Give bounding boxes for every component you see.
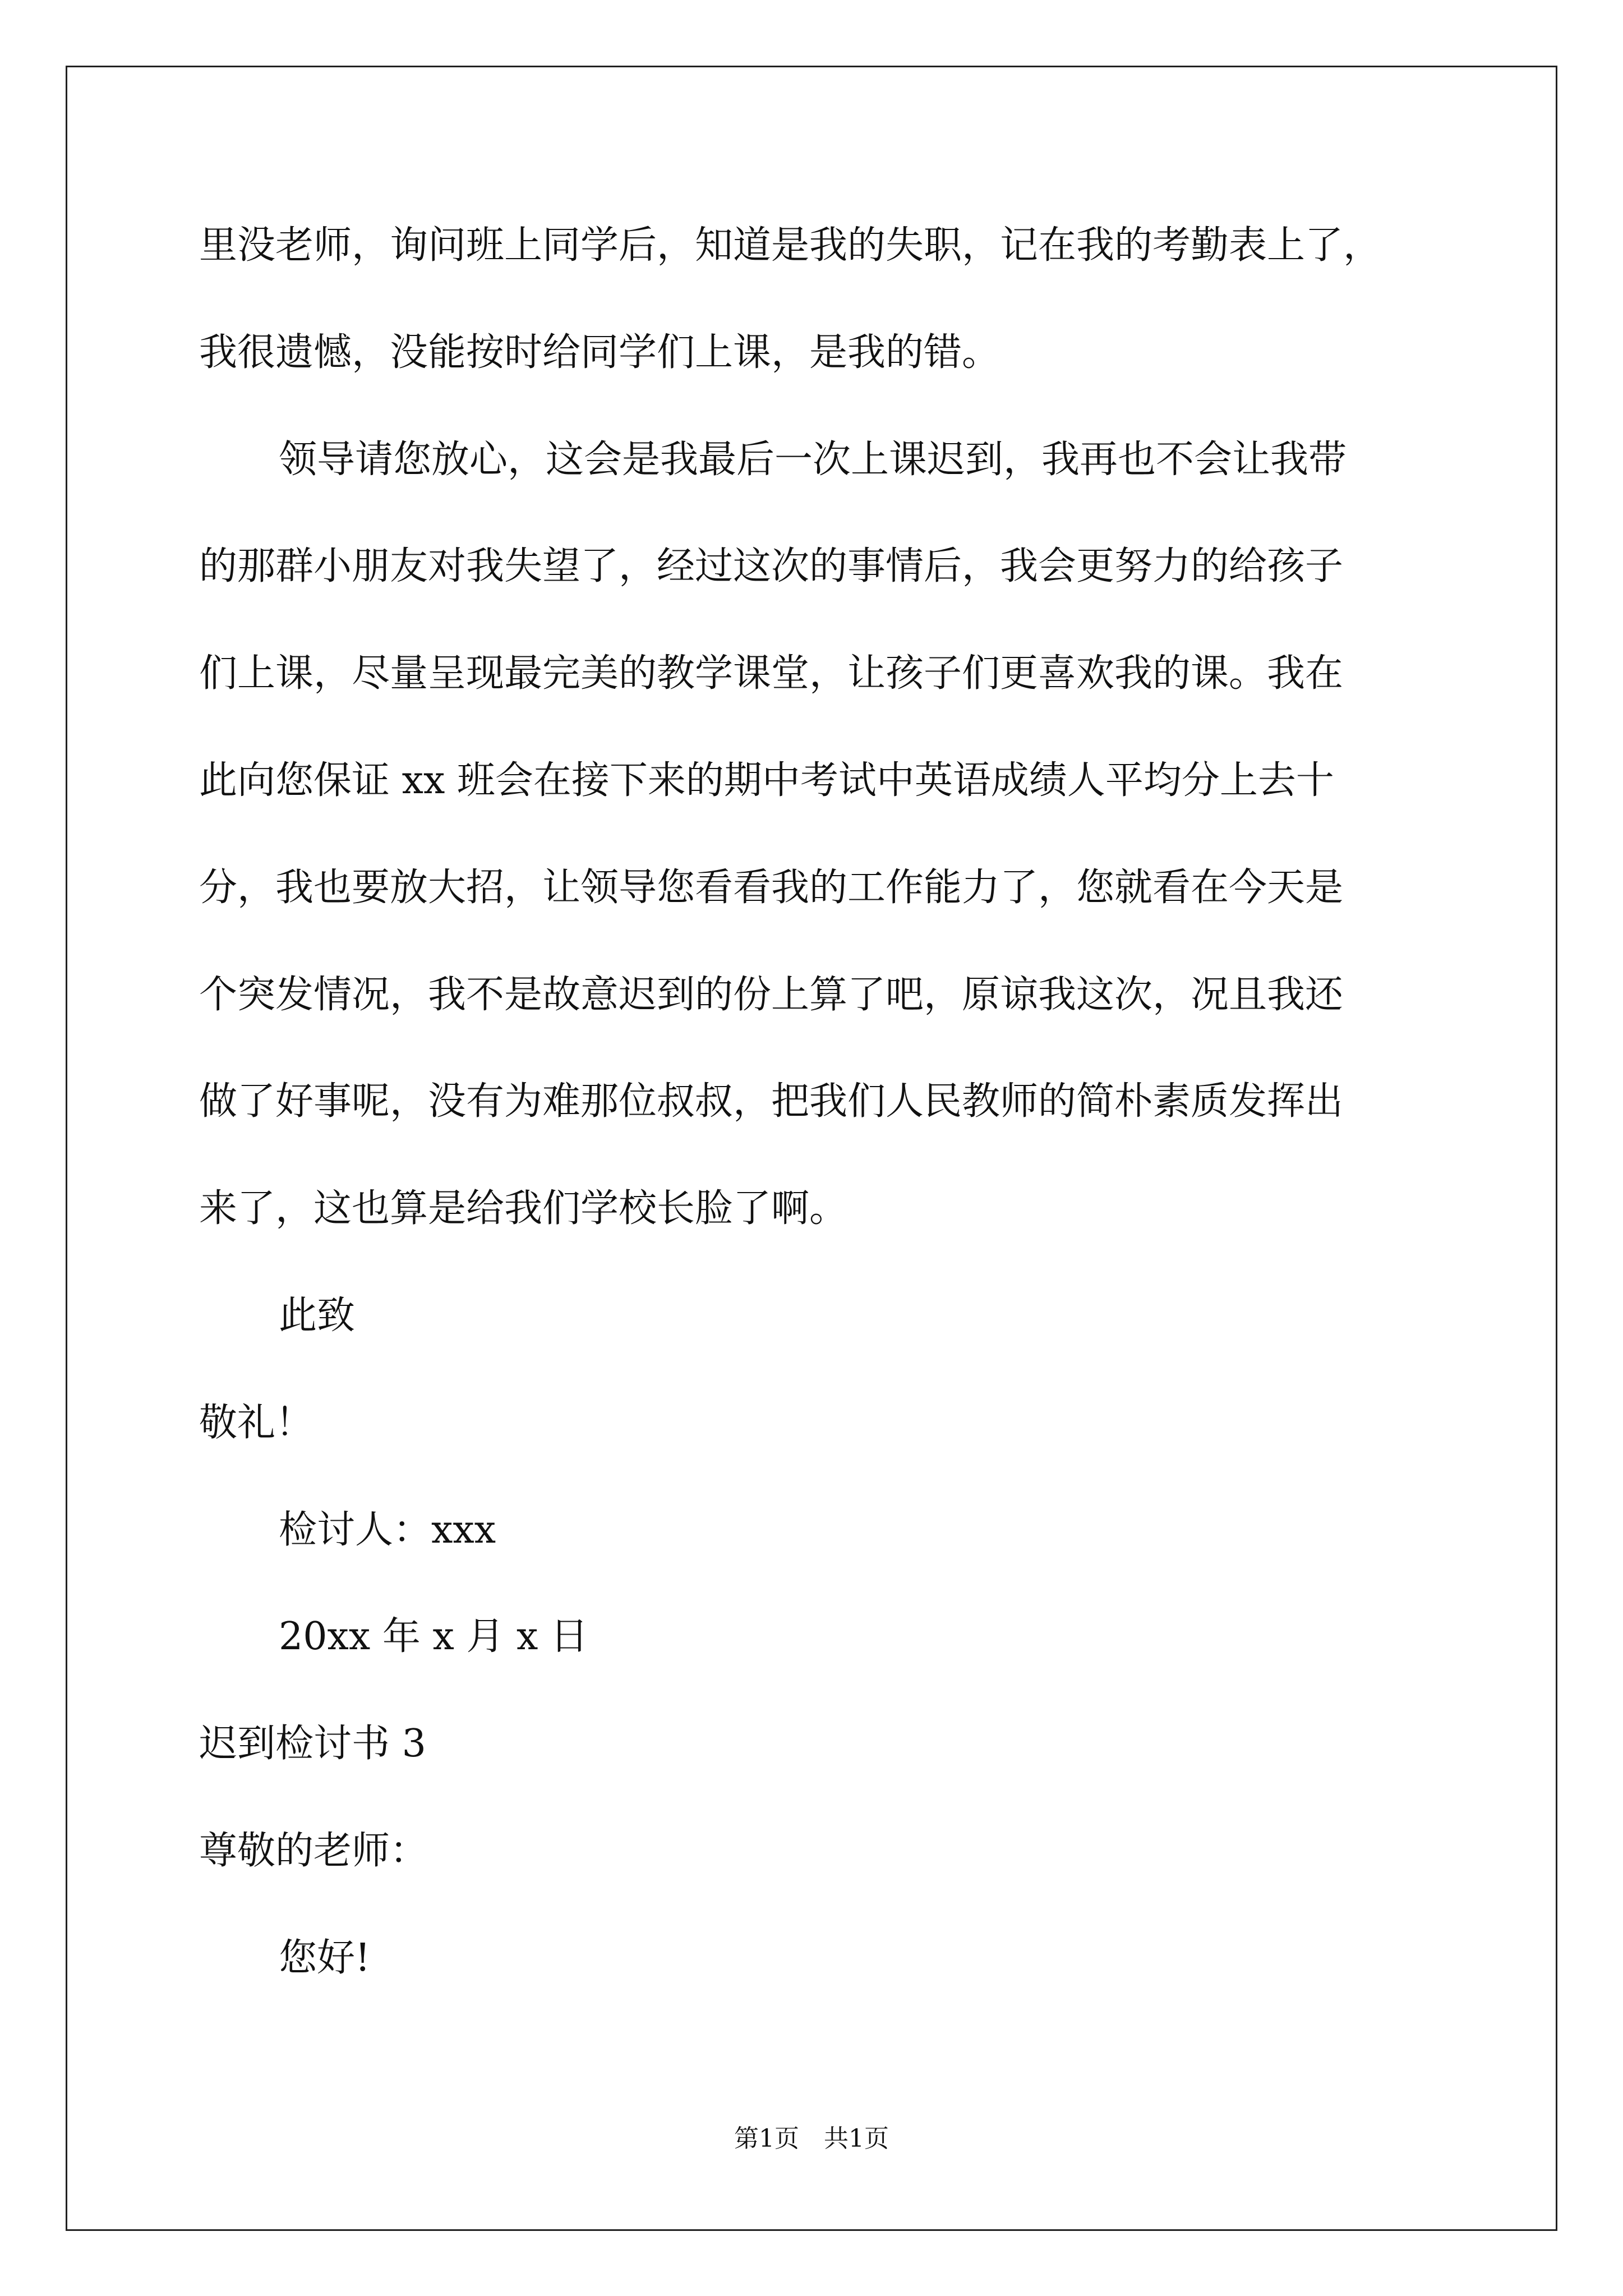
paragraph-line: 分，我也要放大招，让领导您看看我的工作能力了，您就看在今天是: [199, 866, 1344, 910]
date-line: 20xx 年 x 月 x 日: [279, 1614, 589, 1659]
paragraph-line: 做了好事呢，没有为难那位叔叔，把我们人民教师的简朴素质发挥出: [199, 1079, 1344, 1124]
paragraph-line: 我很遗憾，没能按时给同学们上课，是我的错。: [199, 330, 1000, 375]
paragraph-line: 的那群小朋友对我失望了，经过这次的事情后，我会更努力的给孩子: [199, 544, 1344, 588]
signature-line: 检讨人：xxx: [279, 1508, 496, 1552]
greeting-hello: 您好!: [279, 1936, 371, 1980]
paragraph-line: 里没老师，询问班上同学后，知道是我的失职，记在我的考勤表上了，: [199, 223, 1382, 268]
paragraph-line: 领导请您放心，这会是我最后一次上课迟到，我再也不会让我带: [279, 438, 1347, 482]
page-border: [66, 66, 1557, 2231]
greeting: 尊敬的老师：: [199, 1829, 428, 1873]
paragraph-line: 们上课，尽量呈现最完美的教学课堂，让孩子们更喜欢我的课。我在: [199, 651, 1344, 696]
section-title: 迟到检讨书 3: [199, 1722, 426, 1766]
paragraph-line: 个突发情况，我不是故意迟到的份上算了吧，原谅我这次，况且我还: [199, 973, 1344, 1017]
paragraph-line: 此向您保证 xx 班会在接下来的期中考试中英语成绩人平均分上去十: [199, 758, 1334, 803]
page-footer: 第1页 共1页: [734, 2124, 889, 2153]
closing-salutation: 此致: [279, 1294, 356, 1338]
paragraph-line: 来了，这也算是给我们学校长脸了啊。: [199, 1186, 848, 1231]
closing-regards: 敬礼！: [199, 1401, 314, 1445]
